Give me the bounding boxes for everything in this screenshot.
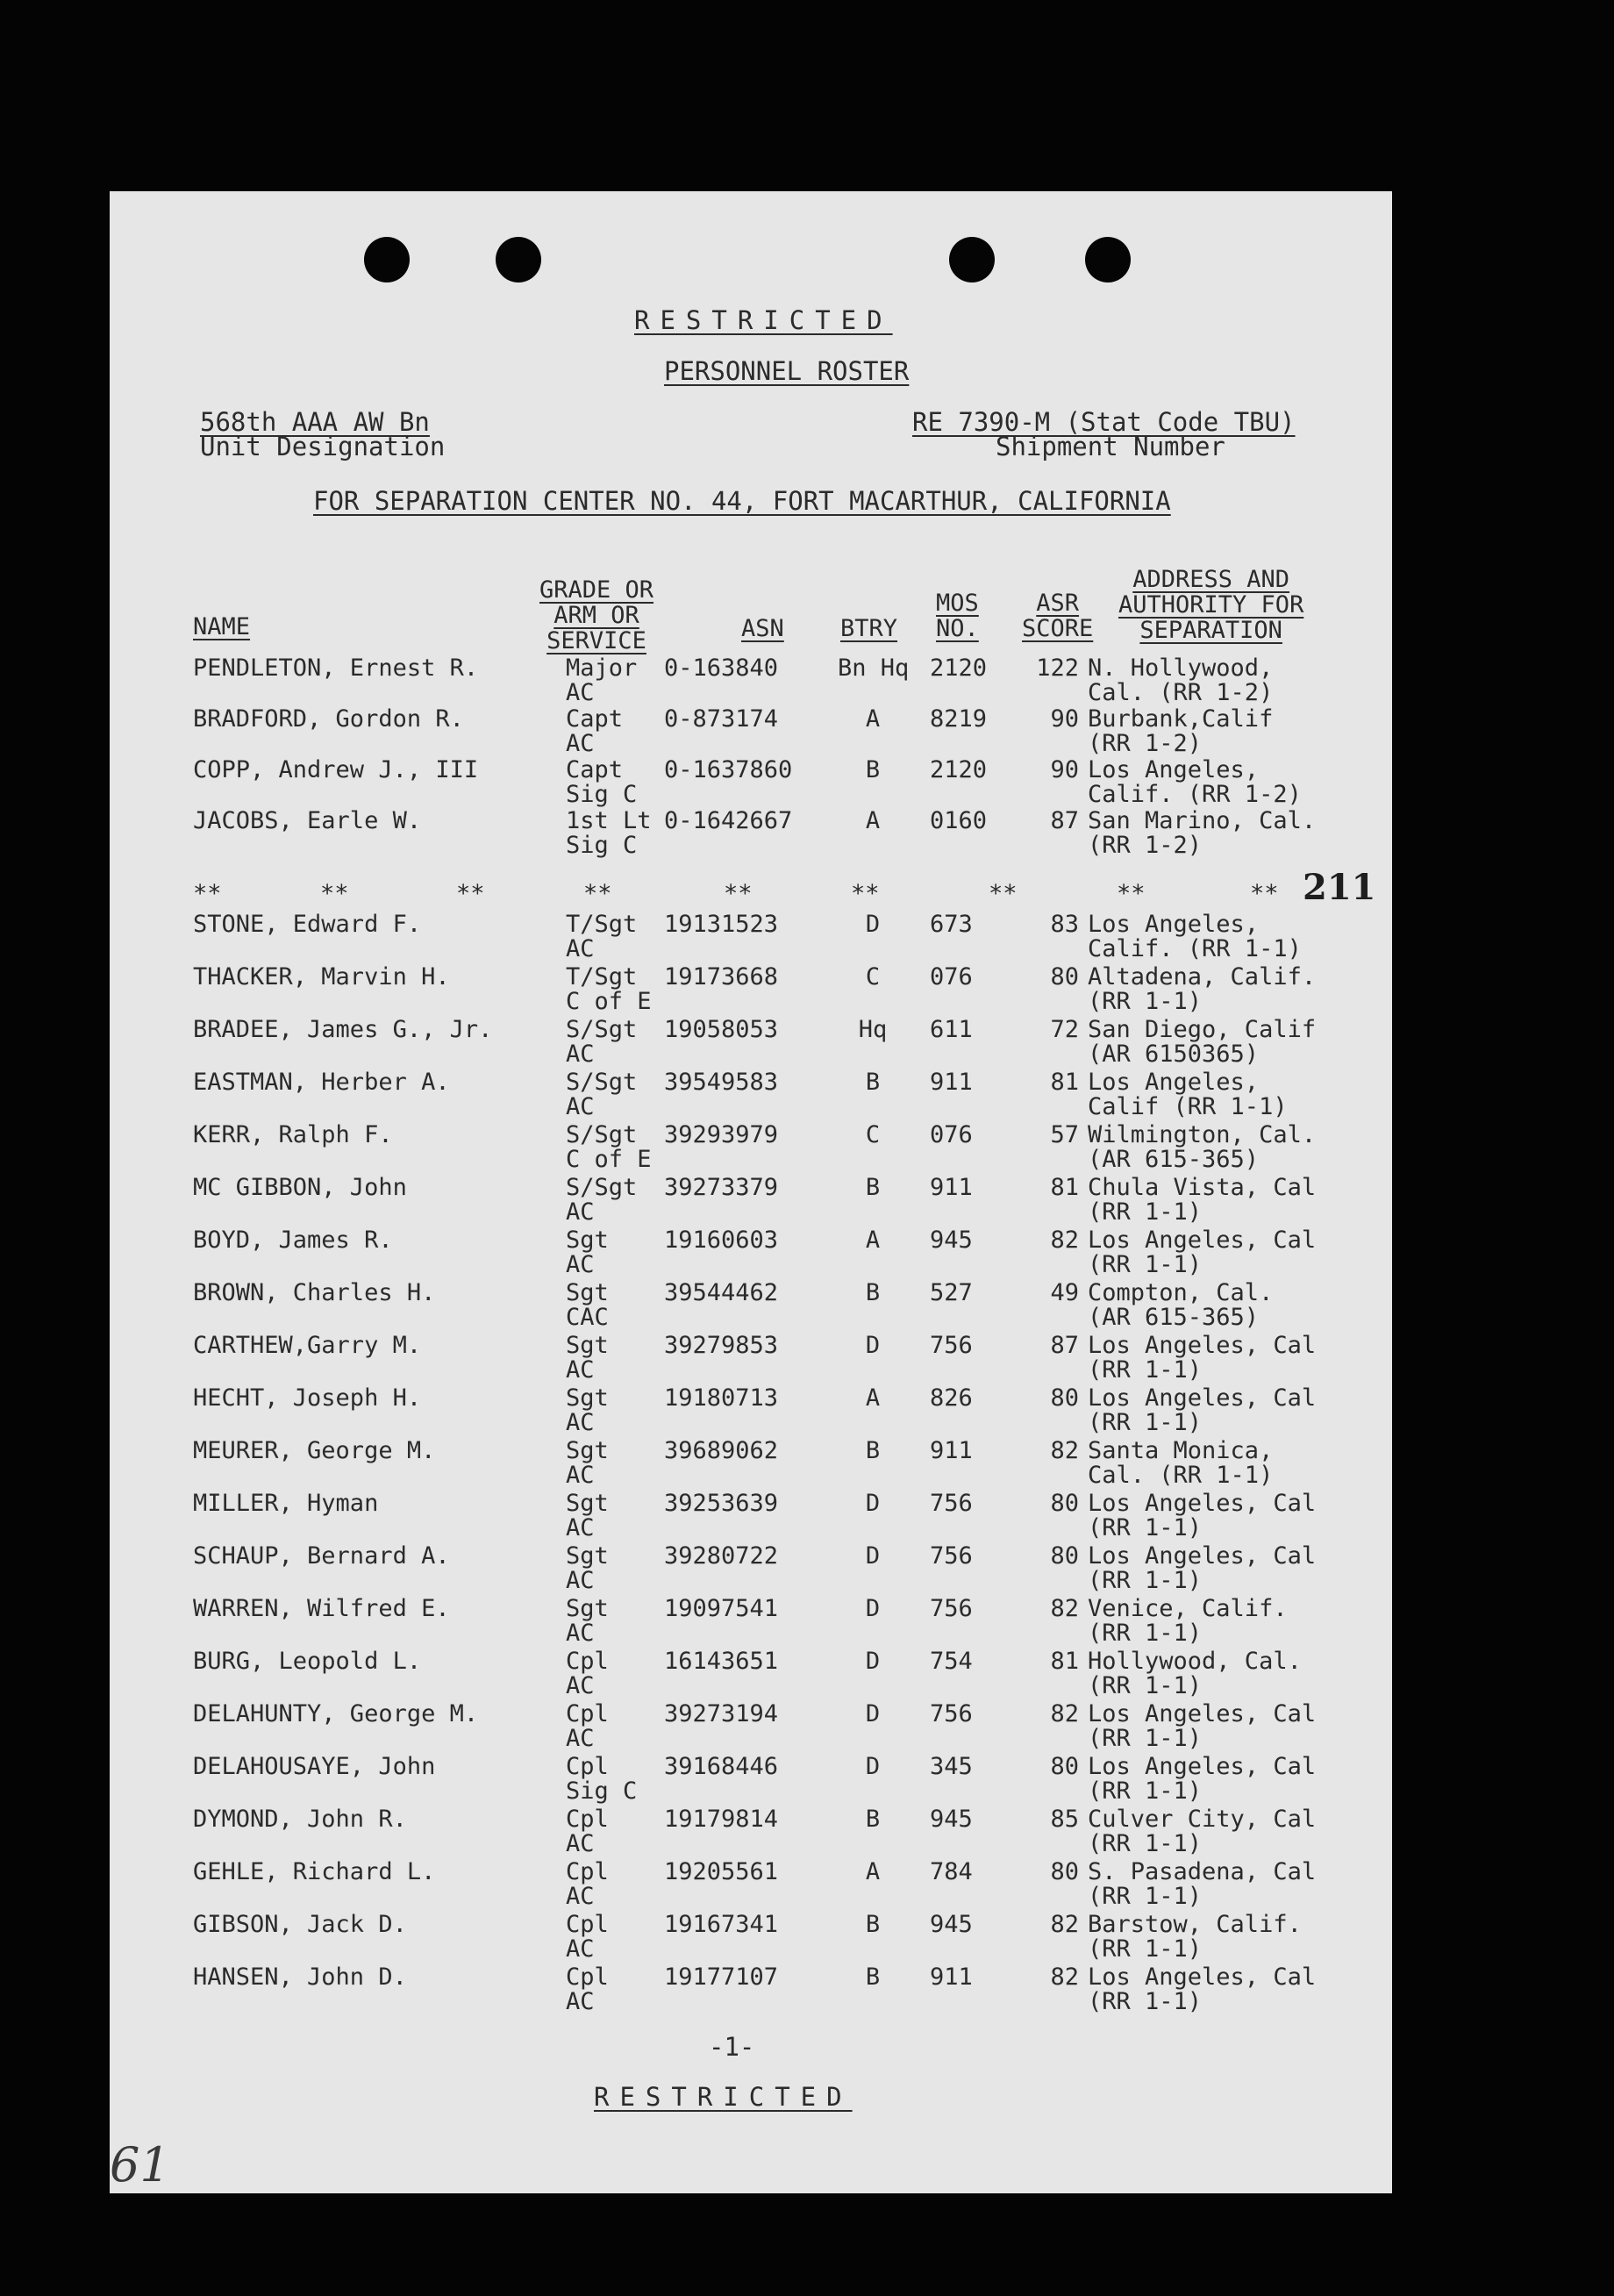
authority: Calif (RR 1-1) [1088,1093,1288,1120]
btry: B [865,1911,881,1938]
separator-stars: ** [851,880,880,907]
table-row [110,1702,1392,1755]
score: 81 [1050,1648,1079,1675]
name: PENDLETON, Ernest R. [193,654,479,682]
btry: D [865,1700,881,1727]
btry: Hq [858,1016,888,1043]
authority: (RR 1-1) [1088,1883,1203,1910]
grade: S/Sgt [566,1069,638,1096]
address: Los Angeles, Cal [1088,1332,1317,1359]
address: Hollywood, Cal. [1088,1648,1302,1675]
mos: 784 [930,1858,973,1885]
score: 82 [1050,1700,1079,1727]
name: WARREN, Wilfred E. [193,1595,450,1622]
grade: Sgt [566,1332,609,1359]
name: HECHT, Joseph H. [193,1384,422,1412]
table-row [110,1281,1392,1334]
authority: Cal. (RR 1-2) [1088,679,1274,706]
table-row [110,1544,1392,1597]
table-row [110,1439,1392,1491]
grade: T/Sgt [566,911,638,938]
mos: 345 [930,1753,973,1780]
grade: Cpl [566,1806,609,1833]
address: Los Angeles, Cal [1088,1753,1317,1780]
score: 80 [1050,1490,1079,1517]
punch-hole [364,237,410,283]
address: Los Angeles, Cal [1088,1227,1317,1254]
arm: Sig C [566,781,638,808]
address: N. Hollywood, [1088,654,1274,682]
asn: 19160603 [664,1227,779,1254]
col-score: ASR SCORE [1022,590,1094,642]
authority: (RR 1-1) [1088,1356,1203,1384]
btry: B [865,756,881,783]
asn: 39280722 [664,1542,779,1570]
col-name: NAME [193,613,251,640]
shipment-number-label: Shipment Number [996,432,1225,461]
score: 80 [1050,1858,1079,1885]
separator-stars: ** [193,880,222,907]
punch-hole [496,237,541,283]
separator-stars: ** [456,880,485,907]
grade: 1st Lt [566,807,652,834]
separator-stars: ** [724,880,753,907]
address: Los Angeles, [1088,756,1260,783]
btry: B [865,1174,881,1201]
score: 82 [1050,1963,1079,1991]
authority: (RR 1-2) [1088,730,1203,757]
authority: (RR 1-1) [1088,1672,1203,1699]
asn: 39273379 [664,1174,779,1201]
shipment-number: RE 7390-M (Stat Code TBU) [912,407,1296,437]
document-title: PERSONNEL ROSTER [664,356,910,386]
authority: (AR 6150365) [1088,1041,1260,1068]
table-row [110,1334,1392,1386]
address: Altadena, Calif. [1088,963,1317,991]
name: EASTMAN, Herber A. [193,1069,450,1096]
score: 82 [1050,1595,1079,1622]
col-grade: GRADE OR ARM OR SERVICE [539,576,654,654]
table-row [110,1070,1392,1123]
btry: C [865,1121,881,1148]
asn: 39549583 [664,1069,779,1096]
authority: Cal. (RR 1-1) [1088,1462,1274,1489]
mos: 756 [930,1595,973,1622]
grade: Cpl [566,1753,609,1780]
asn: 39273194 [664,1700,779,1727]
address: Venice, Calif. [1088,1595,1288,1622]
score: 49 [1050,1279,1079,1306]
asn: 39544462 [664,1279,779,1306]
btry: B [865,1806,881,1833]
arm: AC [566,1514,595,1541]
mos: 611 [930,1016,973,1043]
mos: 076 [930,963,973,991]
authority: (RR 1-1) [1088,988,1203,1015]
col-mos: MOS NO. [936,590,979,642]
btry: D [865,1542,881,1570]
mos: 911 [930,1069,973,1096]
classification-bottom: RESTRICTED [594,2082,853,2112]
asn: 16143651 [664,1648,779,1675]
separation-center-line: FOR SEPARATION CENTER NO. 44, FORT MACARTHUR, CALIFORNIA [313,486,1171,516]
grade: S/Sgt [566,1174,638,1201]
btry: A [865,1227,881,1254]
asn: 19205561 [664,1858,779,1885]
arm: AC [566,1567,595,1594]
grade: Sgt [566,1384,609,1412]
unit-designation: 568th AAA AW Bn [200,407,430,437]
btry: A [865,1858,881,1885]
arm: AC [566,1251,595,1278]
grade: Cpl [566,1648,609,1675]
btry: A [865,807,881,834]
btry: B [865,1963,881,1991]
arm: C of E [566,1146,652,1173]
mos: 2120 [930,654,988,682]
name: COPP, Andrew J., III [193,756,479,783]
name: BROWN, Charles H. [193,1279,436,1306]
authority: (AR 615-365) [1088,1304,1260,1331]
address: Culver City, Cal [1088,1806,1317,1833]
address: Compton, Cal. [1088,1279,1274,1306]
name: MEURER, George M. [193,1437,436,1464]
asn: 19097541 [664,1595,779,1622]
mos: 756 [930,1332,973,1359]
grade: Sgt [566,1437,609,1464]
score: 90 [1050,705,1079,733]
grade: Capt [566,705,624,733]
classification-top: RESTRICTED [634,305,893,335]
asn: 19058053 [664,1016,779,1043]
arm: AC [566,1883,595,1910]
asn: 39168446 [664,1753,779,1780]
col-asn: ASN [741,615,784,642]
address: Los Angeles, Cal [1088,1700,1317,1727]
address: Chula Vista, Cal [1088,1174,1317,1201]
arm: AC [566,1198,595,1226]
mos: 911 [930,1437,973,1464]
mos: 0160 [930,807,988,834]
btry: A [865,1384,881,1412]
name: DELAHUNTY, George M. [193,1700,479,1727]
score: 57 [1050,1121,1079,1148]
btry: A [865,705,881,733]
separator-stars: ** [1117,880,1146,907]
table-row [110,1491,1392,1544]
grade: Sgt [566,1542,609,1570]
separator-stars: ** [320,880,349,907]
address: Los Angeles, Cal [1088,1542,1317,1570]
mos: 756 [930,1542,973,1570]
arm: CAC [566,1304,609,1331]
score: 80 [1050,1384,1079,1412]
arm: AC [566,935,595,962]
table-row [110,707,1392,760]
mos: 2120 [930,756,988,783]
handwritten-count: 211 [1303,867,1376,908]
score: 85 [1050,1806,1079,1833]
name: STONE, Edward F. [193,911,422,938]
asn: 39279853 [664,1332,779,1359]
mos: 911 [930,1963,973,1991]
btry: D [865,1595,881,1622]
authority: Calif. (RR 1-2) [1088,781,1302,808]
arm: C of E [566,988,652,1015]
grade: Sgt [566,1490,609,1517]
authority: Calif. (RR 1-1) [1088,935,1302,962]
table-row [110,1755,1392,1807]
table-row [110,1649,1392,1702]
score: 81 [1050,1174,1079,1201]
asn: 19177107 [664,1963,779,1991]
name: BURG, Leopold L. [193,1648,422,1675]
address: Burbank,Calif [1088,705,1274,733]
table-row [110,965,1392,1018]
name: GIBSON, Jack D. [193,1911,407,1938]
table-row [110,656,1392,709]
col-address: ADDRESS AND AUTHORITY FOR SEPARATION [1118,566,1304,644]
mos: 826 [930,1384,973,1412]
mos: 076 [930,1121,973,1148]
punch-hole [1085,237,1131,283]
asn: 39253639 [664,1490,779,1517]
grade: T/Sgt [566,963,638,991]
arm: AC [566,1620,595,1647]
table-row [110,1965,1392,2018]
score: 87 [1050,1332,1079,1359]
authority: (AR 615-365) [1088,1146,1260,1173]
address: Los Angeles, [1088,1069,1260,1096]
authority: (RR 1-1) [1088,1409,1203,1436]
asn: 0-873174 [664,705,779,733]
score: 81 [1050,1069,1079,1096]
grade: Sgt [566,1279,609,1306]
col-btry: BTRY [840,615,898,642]
table-row [110,809,1392,862]
grade: Cpl [566,1858,609,1885]
score: 87 [1050,807,1079,834]
asn: 19180713 [664,1384,779,1412]
grade: Sgt [566,1227,609,1254]
name: BRADFORD, Gordon R. [193,705,464,733]
name: SCHAUP, Bernard A. [193,1542,450,1570]
arm: AC [566,1830,595,1857]
score: 80 [1050,1542,1079,1570]
address: Wilmington, Cal. [1088,1121,1317,1148]
authority: (RR 1-1) [1088,1251,1203,1278]
authority: (RR 1-1) [1088,1935,1203,1963]
table-row [110,1176,1392,1228]
address: S. Pasadena, Cal [1088,1858,1317,1885]
table-row [110,758,1392,811]
score: 82 [1050,1437,1079,1464]
mos: 8219 [930,705,988,733]
mos: 527 [930,1279,973,1306]
grade: Major [566,654,638,682]
authority: (RR 1-1) [1088,1725,1203,1752]
grade: Cpl [566,1911,609,1938]
name: THACKER, Marvin H. [193,963,450,991]
btry: Bn Hq [838,654,910,682]
address: Los Angeles, [1088,911,1260,938]
btry: B [865,1069,881,1096]
table-row [110,1228,1392,1281]
arm: AC [566,1462,595,1489]
table-row [110,1807,1392,1860]
separator-stars: ** [583,880,612,907]
punch-hole [949,237,995,283]
table-row [110,1913,1392,1965]
address: Los Angeles, Cal [1088,1384,1317,1412]
name: DYMOND, John R. [193,1806,407,1833]
arm: AC [566,1672,595,1699]
name: CARTHEW,Garry M. [193,1332,422,1359]
btry: C [865,963,881,991]
authority: (RR 1-1) [1088,1567,1203,1594]
arm: AC [566,1988,595,2015]
score: 90 [1050,756,1079,783]
roster-page [110,191,1392,2193]
arm: AC [566,1041,595,1068]
asn: 19173668 [664,963,779,991]
authority: (RR 1-1) [1088,1198,1203,1226]
table-row [110,1018,1392,1070]
name: JACOBS, Earle W. [193,807,422,834]
score: 82 [1050,1227,1079,1254]
address: Los Angeles, Cal [1088,1490,1317,1517]
asn: 39293979 [664,1121,779,1148]
authority: (RR 1-1) [1088,1777,1203,1805]
name: GEHLE, Richard L. [193,1858,436,1885]
separator-stars: ** [1250,880,1279,907]
asn: 19179814 [664,1806,779,1833]
btry: B [865,1279,881,1306]
asn: 39689062 [664,1437,779,1464]
arm: AC [566,1935,595,1963]
table-row [110,1123,1392,1176]
address: San Marino, Cal. [1088,807,1317,834]
authority: (RR 1-2) [1088,832,1203,859]
btry: D [865,1490,881,1517]
btry: B [865,1437,881,1464]
arm: Sig C [566,1777,638,1805]
mos: 945 [930,1806,973,1833]
address: Santa Monica, [1088,1437,1274,1464]
name: BRADEE, James G., Jr. [193,1016,493,1043]
arm: AC [566,1093,595,1120]
mos: 911 [930,1174,973,1201]
arm: AC [566,679,595,706]
mos: 945 [930,1911,973,1938]
score: 72 [1050,1016,1079,1043]
authority: (RR 1-1) [1088,1830,1203,1857]
asn: 0-163840 [664,654,779,682]
btry: D [865,1332,881,1359]
arm: AC [566,1356,595,1384]
table-row [110,1386,1392,1439]
address: Los Angeles, Cal [1088,1963,1317,1991]
grade: Cpl [566,1700,609,1727]
handwritten-margin-note: 61 [110,2137,170,2192]
asn: 19167341 [664,1911,779,1938]
unit-designation-label: Unit Designation [200,432,446,461]
mos: 673 [930,911,973,938]
btry: D [865,1648,881,1675]
address: San Diego, Calif [1088,1016,1317,1043]
score: 122 [1036,654,1079,682]
arm: AC [566,1725,595,1752]
authority: (RR 1-1) [1088,1620,1203,1647]
grade: S/Sgt [566,1121,638,1148]
mos: 754 [930,1648,973,1675]
btry: D [865,911,881,938]
name: BOYD, James R. [193,1227,393,1254]
name: DELAHOUSAYE, John [193,1753,436,1780]
table-row [110,1860,1392,1913]
page-number: -1- [709,2032,755,2062]
authority: (RR 1-1) [1088,1514,1203,1541]
grade: Sgt [566,1595,609,1622]
grade: S/Sgt [566,1016,638,1043]
score: 82 [1050,1911,1079,1938]
asn: 19131523 [664,911,779,938]
arm: AC [566,730,595,757]
asn: 0-1637860 [664,756,793,783]
score: 80 [1050,963,1079,991]
address: Barstow, Calif. [1088,1911,1302,1938]
name: HANSEN, John D. [193,1963,407,1991]
name: MC GIBBON, John [193,1174,407,1201]
grade: Capt [566,756,624,783]
grade: Cpl [566,1963,609,1991]
arm: Sig C [566,832,638,859]
name: KERR, Ralph F. [193,1121,393,1148]
score: 83 [1050,911,1079,938]
authority: (RR 1-1) [1088,1988,1203,2015]
table-row [110,1597,1392,1649]
btry: D [865,1753,881,1780]
separator-stars: ** [989,880,1018,907]
mos: 945 [930,1227,973,1254]
name: MILLER, Hyman [193,1490,379,1517]
table-row [110,912,1392,965]
mos: 756 [930,1700,973,1727]
arm: AC [566,1409,595,1436]
asn: 0-1642667 [664,807,793,834]
mos: 756 [930,1490,973,1517]
score: 80 [1050,1753,1079,1780]
